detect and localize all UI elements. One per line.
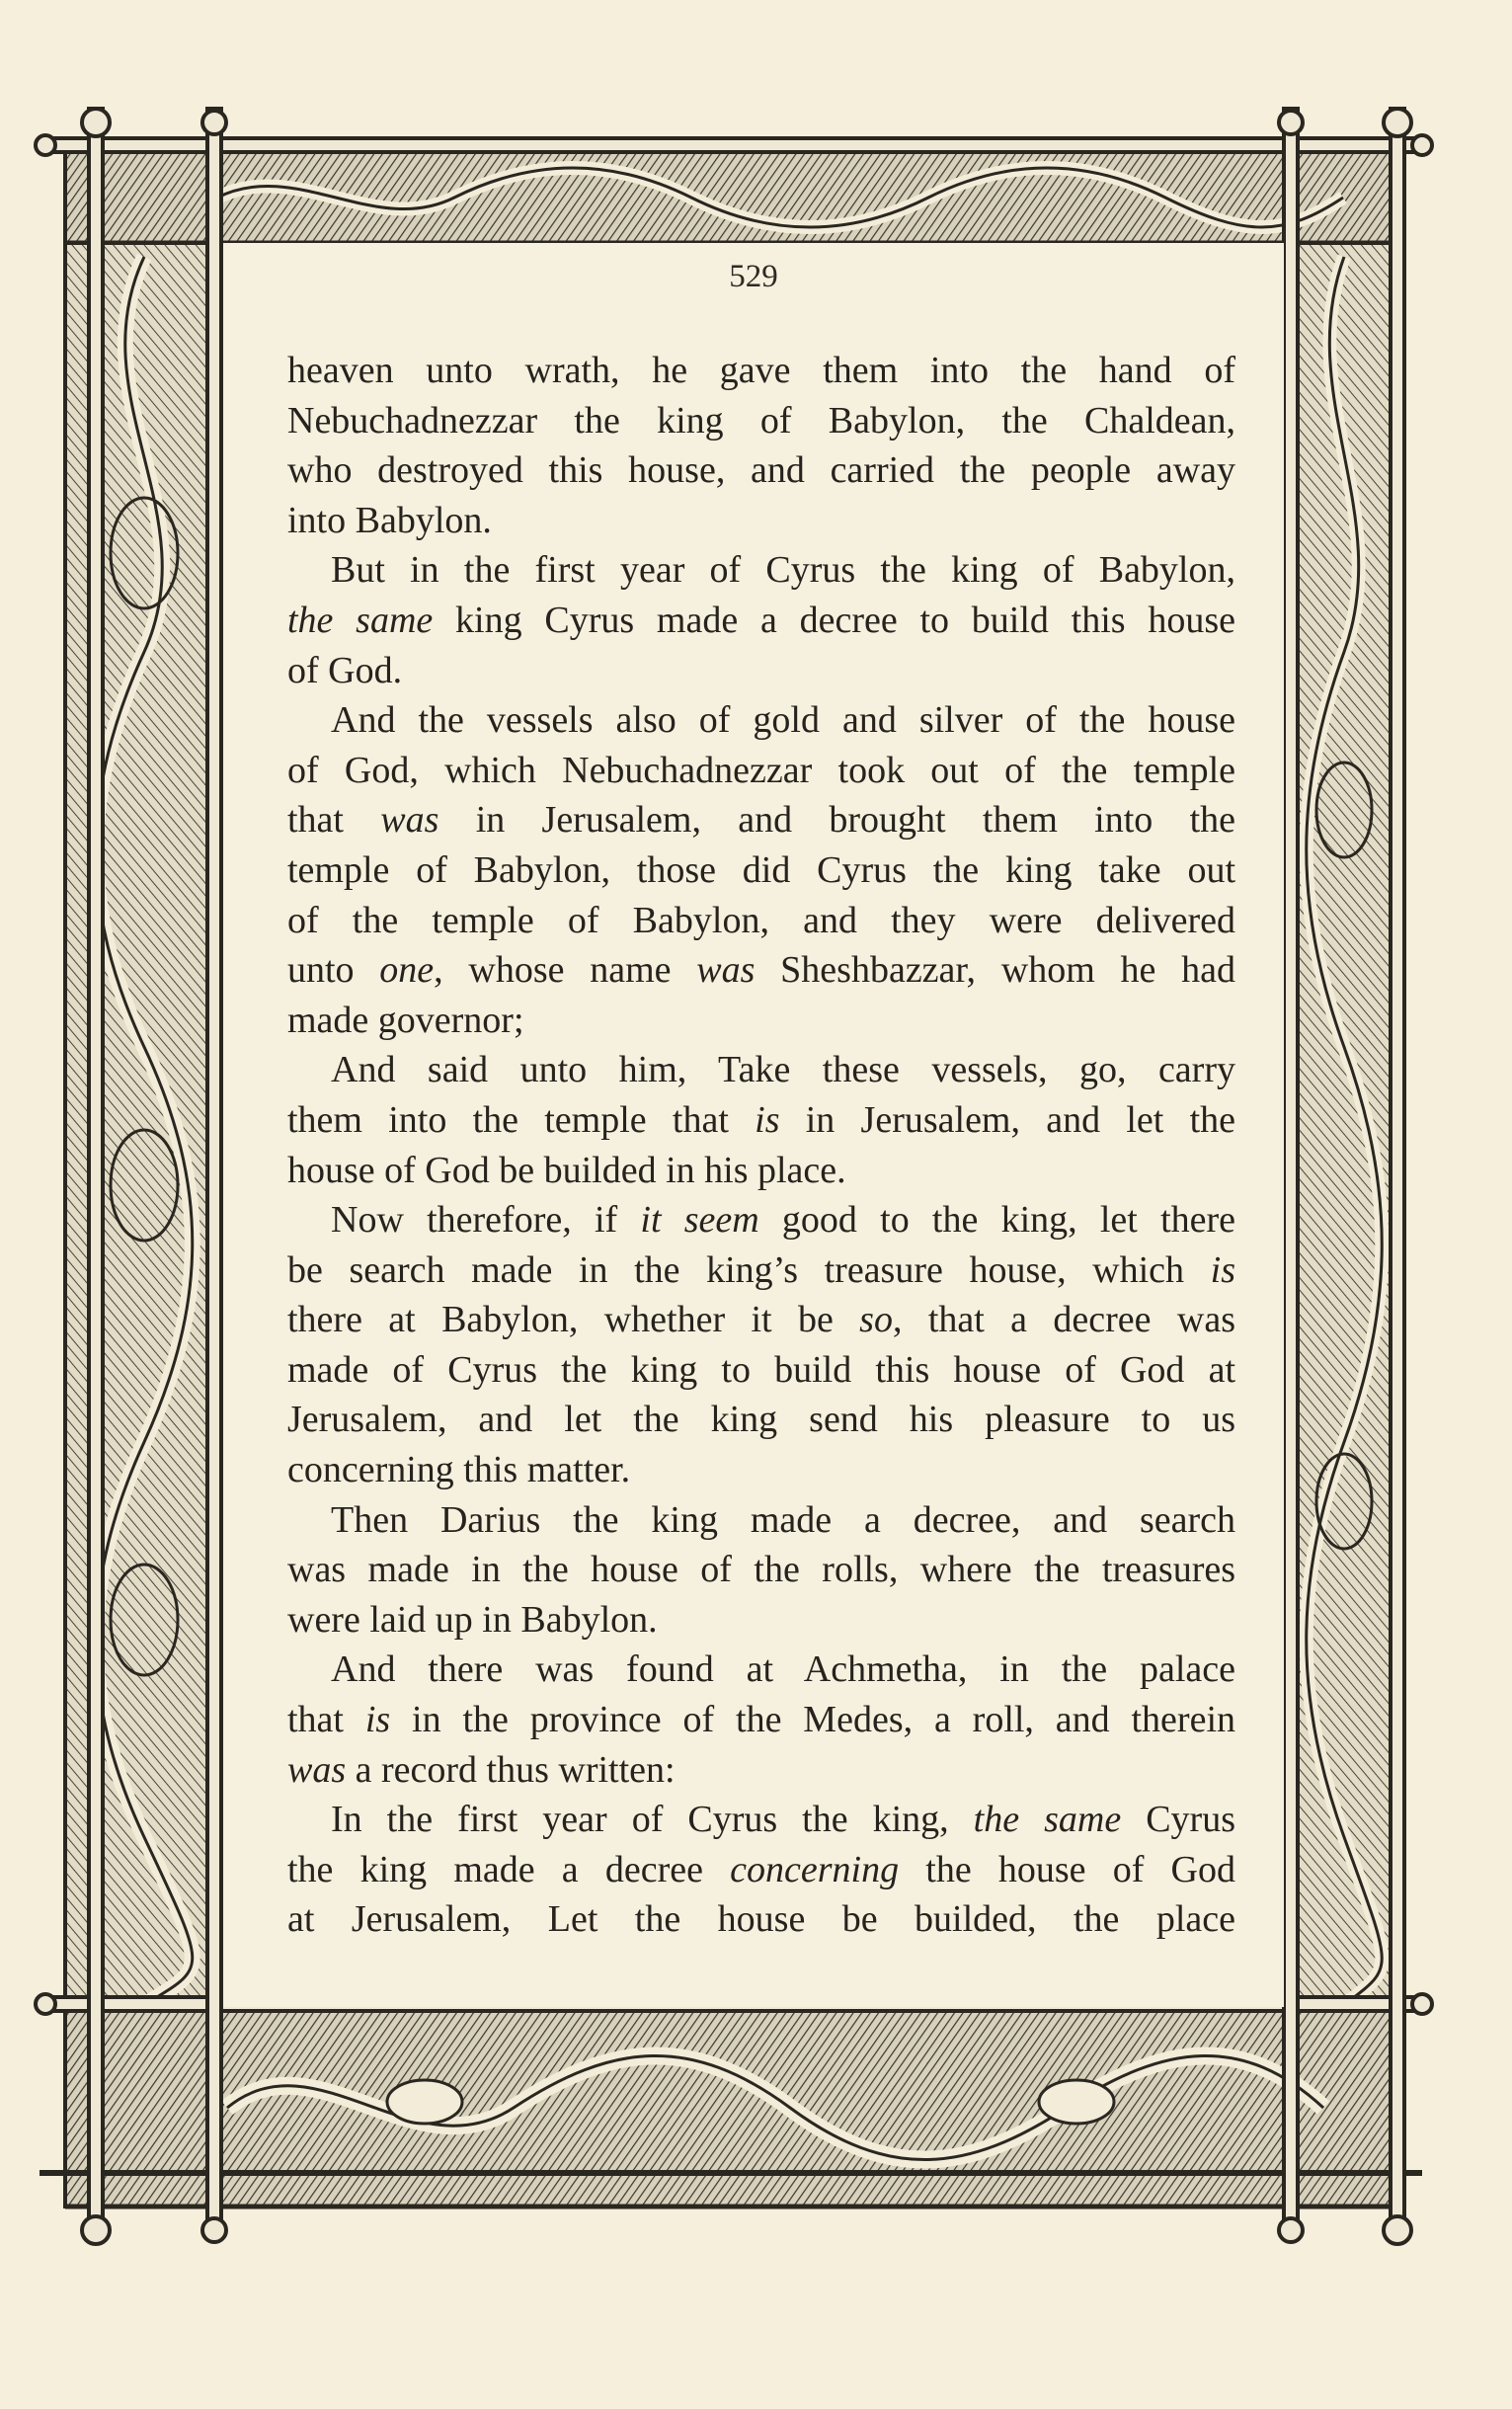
text-segment: king Cyrus made a decree to build this house [433, 599, 1235, 641]
text-segment: in Jerusalem, and let the [779, 1098, 1235, 1141]
text-segment: , that a decree was [892, 1299, 1235, 1341]
text-segment: unto [287, 949, 380, 992]
right-border-column [1284, 243, 1404, 2009]
text-line [287, 1095, 1235, 1146]
text-segment: the house of God [899, 1848, 1235, 1890]
text-segment: house of God be builded in his place. [287, 1149, 846, 1191]
text-line [287, 746, 1235, 796]
text-line [287, 1345, 1235, 1396]
text-segment: in the province of the Medes, a roll, and therein [390, 1699, 1235, 1741]
text-line [287, 1695, 1235, 1745]
text-segment: And the vessels also of gold and silver of the house [331, 699, 1235, 742]
text-segment: one [379, 949, 435, 992]
text-segment: heaven unto wrath, he gave them into the hand of [287, 350, 1235, 391]
text-line [287, 845, 1235, 896]
text-line [287, 1395, 1235, 1445]
text-line [287, 1745, 1235, 1796]
text-segment: into Babylon. [287, 499, 492, 541]
text-line [287, 396, 1235, 446]
text-line [287, 1245, 1235, 1296]
text-line [287, 1595, 1235, 1646]
text-segment: the king made a decree [287, 1848, 731, 1890]
text-segment: were laid up in Babylon. [287, 1598, 658, 1641]
text-line [287, 695, 1235, 746]
page-number: 529 [729, 259, 778, 294]
text-segment: is [364, 1699, 391, 1741]
text-segment: the same [973, 1799, 1122, 1841]
text-segment: was [380, 799, 439, 842]
text-segment: is [755, 1098, 780, 1141]
text-segment: But in the first year of Cyrus the king of Babylon, [331, 549, 1235, 592]
text-segment: made governor; [287, 999, 524, 1041]
text-segment: Jerusalem, and let the king send his pleasure to us [287, 1399, 1235, 1441]
text-segment: a record thus written: [346, 1748, 676, 1791]
text-segment: of God. [287, 649, 403, 691]
bottom-border-band [40, 2009, 1422, 2207]
text-line [287, 1146, 1235, 1196]
text-segment: the same [287, 599, 434, 641]
text-line [287, 996, 1235, 1046]
text-segment: made of Cyrus the king to build this house of God at [287, 1348, 1235, 1391]
text-segment: that [287, 1699, 365, 1741]
text-line [287, 545, 1235, 596]
text-segment: so [859, 1299, 893, 1341]
text-segment: Then Darius the king made a decree, and search [331, 1498, 1235, 1541]
text-segment: was made in the house of the rolls, where the treasures [287, 1549, 1235, 1591]
text-line [287, 1445, 1235, 1495]
text-line [287, 596, 1235, 646]
text-segment: was [287, 1748, 347, 1791]
text-line [287, 1545, 1235, 1595]
text-segment: In the first year of Cyrus the king, [331, 1799, 974, 1841]
text-segment: Cyrus [1121, 1799, 1235, 1841]
text-line [287, 1045, 1235, 1095]
text-line [287, 1195, 1235, 1245]
text-line [287, 1495, 1235, 1546]
top-border-band [65, 148, 1404, 243]
text-line [287, 445, 1235, 496]
text-line [287, 646, 1235, 696]
text-segment: in Jerusalem, and brought them into the [438, 799, 1235, 842]
text-segment: there at Babylon, whether it be [287, 1299, 860, 1341]
body-text [287, 346, 1235, 1945]
text-line [287, 795, 1235, 845]
text-segment: And there was found at Achmetha, in the palace [331, 1648, 1235, 1691]
text-line [287, 496, 1235, 546]
text-segment: good to the king, let there [758, 1199, 1236, 1242]
text-segment: at Jerusalem, Let the house be builded, the place [287, 1898, 1235, 1941]
text-segment: was [696, 949, 756, 992]
text-segment: Nebuchadnezzar the king of Babylon, the Chaldean, [287, 399, 1235, 442]
text-line [287, 1645, 1235, 1695]
text-segment: who destroyed this house, and carried the people away [287, 449, 1235, 492]
text-segment: of God, which Nebuchadnezzar took out of the temple [287, 749, 1235, 791]
text-segment: , whose name [434, 949, 697, 992]
text-segment: Now therefore, if [331, 1199, 641, 1242]
text-panel [223, 243, 1284, 2007]
text-line [287, 1845, 1235, 1895]
text-line [287, 896, 1235, 946]
text-segment: it seem [640, 1199, 759, 1242]
text-segment: concerning [730, 1848, 900, 1890]
text-segment: of the temple of Babylon, and they were delivered [287, 899, 1235, 941]
text-segment: And said unto him, Take these vessels, go, carry [331, 1049, 1235, 1091]
text-segment: be search made in the king’s treasure house, which [287, 1248, 1211, 1291]
text-segment: temple of Babylon, those did Cyrus the king take out [287, 848, 1235, 891]
text-line [287, 1894, 1235, 1945]
text-segment: them into the temple that [287, 1098, 756, 1141]
text-segment: Sheshbazzar, whom he had [755, 949, 1235, 992]
text-segment: is [1210, 1248, 1235, 1291]
text-line [287, 1295, 1235, 1345]
text-line [287, 945, 1235, 996]
text-line [287, 346, 1235, 396]
text-line [287, 1795, 1235, 1845]
text-segment: concerning this matter. [287, 1449, 631, 1491]
text-segment: that [287, 799, 381, 842]
